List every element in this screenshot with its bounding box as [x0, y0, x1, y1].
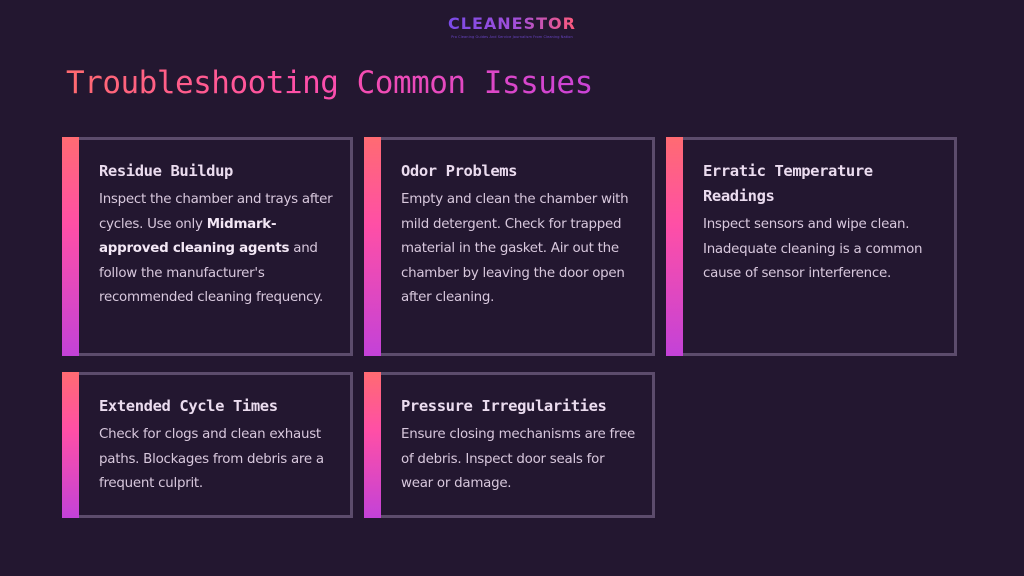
card-accent-bar — [62, 137, 79, 356]
card-body: Check for clogs and clean exhaust paths. Blockages from debris are a frequent culprit. — [99, 427, 324, 491]
card-title: Odor Problems — [401, 162, 518, 180]
issue-card-odor-problems — [364, 137, 655, 356]
card-accent-bar — [364, 137, 381, 356]
card-body — [99, 188, 335, 311]
card-title: Extended Cycle Times — [99, 397, 278, 415]
card-body-text: and follow the manufacturer's recommended cleaning frequency. — [99, 241, 324, 305]
issue-card-residue-buildup — [62, 137, 353, 356]
page-title: Troubleshooting Common Issues — [66, 62, 593, 104]
card-body-text: Inspect the chamber and trays after cycles. Use only — [99, 192, 333, 232]
brand-logo — [0, 14, 1024, 40]
card-body: Empty and clean the chamber with mild detergent. Check for trapped material in the gasket. Air out the chamber by leaving the door open after cleaning. — [401, 192, 629, 305]
card-body: Inspect sensors and wipe clean. Inadequate cleaning is a common cause of sensor interference. — [703, 217, 923, 281]
card-accent-bar — [364, 372, 381, 518]
card-title: Pressure Irregularities — [401, 397, 607, 415]
card-body: Ensure closing mechanisms are free of debris. Inspect door seals for wear or damage. — [401, 427, 635, 491]
logo-wordmark: CLEANESTOR — [448, 14, 576, 33]
issue-card-pressure-irregularities — [364, 372, 655, 518]
issue-card-erratic-temperature — [666, 137, 957, 356]
card-accent-bar — [666, 137, 683, 356]
logo-tagline: Pro Cleaning Guides And Service Journalism From Cleaning Nation — [451, 35, 573, 39]
card-accent-bar — [62, 372, 79, 518]
card-title: Residue Buildup — [99, 162, 233, 180]
card-title: Erratic Temperature Readings — [703, 162, 873, 205]
card-body-emphasis: Midmark-approved cleaning agents — [99, 216, 290, 256]
issue-card-extended-cycle-times — [62, 372, 353, 518]
